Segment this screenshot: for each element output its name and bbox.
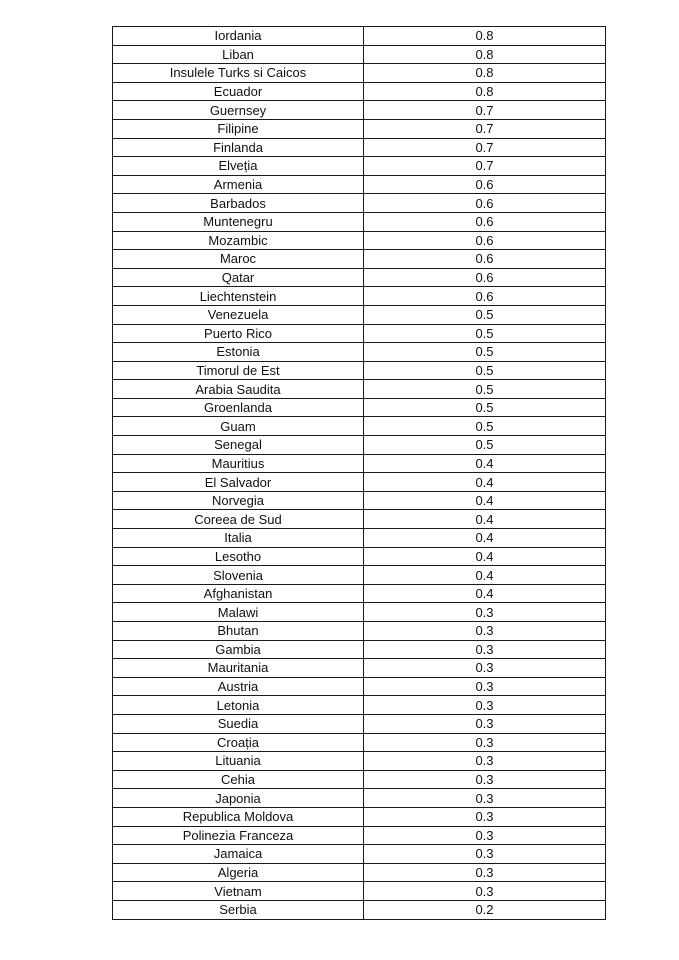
country-cell: Cehia [113,770,364,789]
value-cell: 0.6 [364,175,606,194]
country-cell: Gambia [113,640,364,659]
value-cell: 0.8 [364,27,606,46]
table-row [113,659,606,678]
country-cell: Mauritania [113,659,364,678]
table-row [113,175,606,194]
table-row [113,584,606,603]
table-row [113,194,606,213]
value-cell: 0.5 [364,343,606,362]
table-row [113,417,606,436]
table-row [113,807,606,826]
value-cell: 0.3 [364,882,606,901]
value-cell: 0.4 [364,584,606,603]
value-cell: 0.2 [364,900,606,919]
country-cell: Filipine [113,119,364,138]
value-cell: 0.3 [364,752,606,771]
table-row [113,547,606,566]
country-cell: Japonia [113,789,364,808]
country-cell: Estonia [113,343,364,362]
table-row [113,436,606,455]
table-row [113,380,606,399]
country-cell: Austria [113,677,364,696]
value-cell: 0.6 [364,250,606,269]
table-row [113,212,606,231]
value-cell: 0.5 [364,380,606,399]
value-cell: 0.5 [364,324,606,343]
value-cell: 0.4 [364,566,606,585]
value-cell: 0.3 [364,659,606,678]
table-row [113,231,606,250]
country-cell: Suedia [113,714,364,733]
table-row [113,343,606,362]
country-cell: El Salvador [113,473,364,492]
table-body [113,27,606,920]
table-row [113,566,606,585]
country-cell: Liechtenstein [113,287,364,306]
value-cell: 0.7 [364,119,606,138]
value-cell: 0.4 [364,491,606,510]
data-table [112,26,606,920]
country-cell: Croația [113,733,364,752]
country-cell: Lesotho [113,547,364,566]
value-cell: 0.4 [364,473,606,492]
table-row [113,603,606,622]
value-cell: 0.3 [364,696,606,715]
table-row [113,324,606,343]
country-cell: Bhutan [113,622,364,641]
country-cell: Armenia [113,175,364,194]
table-row [113,789,606,808]
country-cell: Mauritius [113,454,364,473]
country-cell: Guam [113,417,364,436]
country-cell: Insulele Turks si Caicos [113,64,364,83]
table-row [113,491,606,510]
value-cell: 0.6 [364,212,606,231]
table-row [113,250,606,269]
country-cell: Lituania [113,752,364,771]
country-cell: Barbados [113,194,364,213]
table-row [113,454,606,473]
value-cell: 0.5 [364,361,606,380]
table-row [113,733,606,752]
table-row [113,361,606,380]
value-cell: 0.6 [364,194,606,213]
value-cell: 0.4 [364,547,606,566]
value-cell: 0.3 [364,863,606,882]
country-cell: Iordania [113,27,364,46]
table-row [113,64,606,83]
table-row [113,473,606,492]
value-cell: 0.3 [364,789,606,808]
country-cell: Venezuela [113,305,364,324]
value-cell: 0.5 [364,398,606,417]
country-cell: Coreea de Sud [113,510,364,529]
table-row [113,529,606,548]
value-cell: 0.3 [364,714,606,733]
country-cell: Slovenia [113,566,364,585]
table-row [113,622,606,641]
country-cell: Puerto Rico [113,324,364,343]
value-cell: 0.3 [364,770,606,789]
country-cell: Maroc [113,250,364,269]
country-cell: Norvegia [113,491,364,510]
value-cell: 0.5 [364,305,606,324]
table-row [113,157,606,176]
table-row [113,752,606,771]
country-cell: Vietnam [113,882,364,901]
country-cell: Arabia Saudita [113,380,364,399]
table-row [113,714,606,733]
value-cell: 0.6 [364,231,606,250]
table-row [113,268,606,287]
country-cell: Finlanda [113,138,364,157]
value-cell: 0.3 [364,603,606,622]
country-cell: Ecuador [113,82,364,101]
table-row [113,845,606,864]
country-cell: Mozambic [113,231,364,250]
country-cell: Malawi [113,603,364,622]
value-cell: 0.8 [364,82,606,101]
country-cell: Serbia [113,900,364,919]
table-row [113,45,606,64]
country-cell: Jamaica [113,845,364,864]
table-row [113,770,606,789]
country-cell: Italia [113,529,364,548]
value-cell: 0.8 [364,45,606,64]
country-cell: Senegal [113,436,364,455]
country-cell: Polinezia Franceza [113,826,364,845]
value-cell: 0.3 [364,826,606,845]
value-cell: 0.7 [364,101,606,120]
table-row [113,138,606,157]
country-cell: Guernsey [113,101,364,120]
country-cell: Afghanistan [113,584,364,603]
table-row [113,677,606,696]
country-cell: Timorul de Est [113,361,364,380]
country-cell: Qatar [113,268,364,287]
table-row [113,882,606,901]
table-row [113,398,606,417]
table-row [113,27,606,46]
table-row [113,696,606,715]
country-cell: Muntenegru [113,212,364,231]
value-cell: 0.7 [364,157,606,176]
country-cell: Liban [113,45,364,64]
country-cell: Republica Moldova [113,807,364,826]
value-cell: 0.3 [364,807,606,826]
country-cell: Algeria [113,863,364,882]
table-row [113,82,606,101]
table-row [113,640,606,659]
country-cell: Letonia [113,696,364,715]
value-cell: 0.6 [364,268,606,287]
value-cell: 0.8 [364,64,606,83]
table-row [113,101,606,120]
value-cell: 0.7 [364,138,606,157]
value-cell: 0.3 [364,640,606,659]
value-cell: 0.5 [364,417,606,436]
table-row [113,305,606,324]
table-row [113,119,606,138]
value-cell: 0.4 [364,510,606,529]
table-row [113,900,606,919]
country-cell: Groenlanda [113,398,364,417]
table-row [113,287,606,306]
value-cell: 0.3 [364,622,606,641]
table-row [113,510,606,529]
value-cell: 0.3 [364,733,606,752]
value-cell: 0.3 [364,845,606,864]
table-row [113,826,606,845]
value-cell: 0.6 [364,287,606,306]
value-cell: 0.4 [364,529,606,548]
table-row [113,863,606,882]
data-table-container [112,26,605,920]
value-cell: 0.4 [364,454,606,473]
value-cell: 0.3 [364,677,606,696]
value-cell: 0.5 [364,436,606,455]
country-cell: Elveția [113,157,364,176]
